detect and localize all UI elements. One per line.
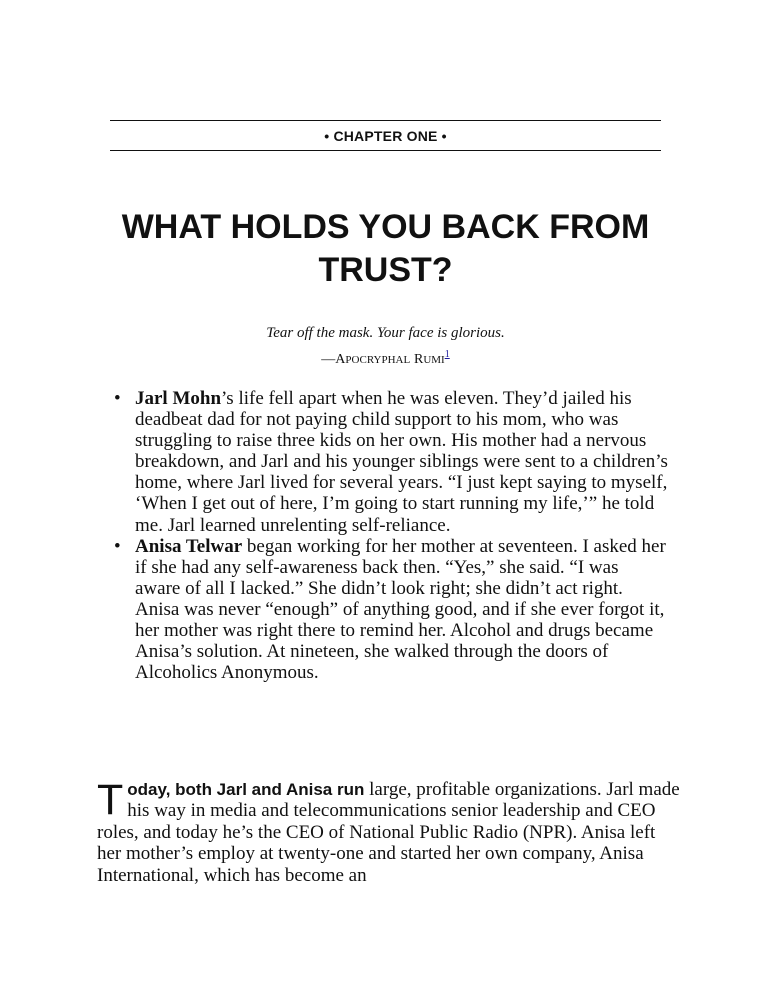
drop-cap: T xyxy=(97,776,124,824)
body-paragraph xyxy=(97,776,682,886)
bullet-person-name: Jarl Mohn xyxy=(135,388,222,409)
bullet-text: ’s life fell apart when he was eleven. They’d jailed his deadbeat dad for not paying child support to his mom, who was struggling to raise three kids on her own. His mother had a nervous breakdown, and Jarl and his younger siblings were sent to a children’s home, where Jarl lived for several years. “I just kept saying to myself, ‘When I get out of here, I’m going to start running my life,’” he told me. Jarl learned unrelenting self-reliance. xyxy=(135,388,668,536)
attribution-word2-rest: UMI xyxy=(423,354,445,366)
footnote-link[interactable]: 1 xyxy=(444,349,450,360)
epigraph-attribution xyxy=(110,344,661,371)
bullet-icon: • xyxy=(114,388,121,409)
chapter-header-rules xyxy=(110,120,661,151)
chapter-label: • CHAPTER ONE • xyxy=(324,128,447,144)
chapter-title xyxy=(110,206,661,292)
bullet-person-name: Anisa Telwar xyxy=(135,535,243,557)
bullet-text: began working for her mother at seventeen. I asked her if she had any self-awareness back then. “Yes,” she said. “I was aware of all I lacked.” She didn’t look right; she didn’t act right. Anisa was never “enough” of anything good, and if she ever forgot it, her mother was right there to remind her. Alcohol and drugs became Anisa’s solution. At nineteen, she walked through the doors of Alcoholics Anonymous. xyxy=(135,535,666,684)
list-item xyxy=(108,536,668,684)
list-item xyxy=(108,388,668,536)
epigraph-quote: Tear off the mask. Your face is glorious. xyxy=(266,325,505,341)
attribution-word2-initial: R xyxy=(413,352,424,367)
story-bullet-list xyxy=(108,388,668,683)
attribution-word1-rest: POCRYPHAL xyxy=(345,354,411,366)
paragraph-text: large, profitable organizations. Jarl made his way in media and telecommunications senior leadership and CEO roles, and today he’s the CEO of National Public Radio (NPR). Anisa left her mother’s employ at twenty-one and started her own company, Anisa International, which has become an xyxy=(97,779,680,886)
paragraph-lead-in: oday, both Jarl and Anisa run xyxy=(127,780,365,799)
bullet-icon: • xyxy=(114,535,121,557)
attribution-prefix: —A xyxy=(321,352,346,367)
chapter-title-line-1: WHAT HOLDS YOU BACK FROM xyxy=(121,208,650,246)
chapter-title-line-2: TRUST? xyxy=(318,251,453,289)
epigraph xyxy=(110,322,661,371)
